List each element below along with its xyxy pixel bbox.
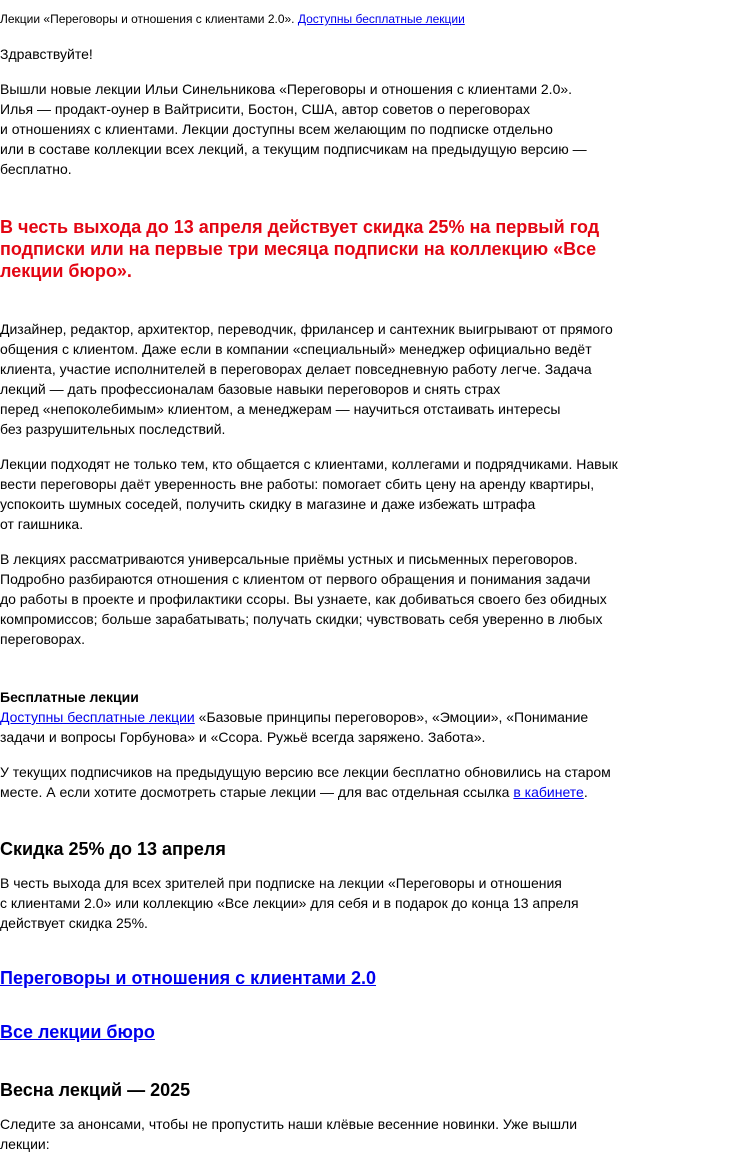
intro-paragraph — [0, 79, 630, 179]
body-line: от гаишника. — [0, 516, 84, 532]
greeting: Здравствуйте! — [0, 46, 93, 62]
spring-paragraph — [0, 1114, 630, 1154]
body-line: клиента, участие исполнителей в переговорах делает повседневную работу легче. Задача — [0, 361, 592, 377]
discount-paragraph — [0, 873, 630, 933]
all-lectures-heading — [0, 1021, 630, 1043]
body-line: без разрушительных последствий. — [0, 421, 226, 437]
free-lectures-section — [0, 687, 630, 747]
preheader-text: Лекции «Переговоры и отношения с клиентами 2.0». — [0, 12, 298, 26]
body-paragraph — [0, 454, 630, 534]
body-line: Подробно разбираются отношения с клиентом от первого обращения и понимания задачи — [0, 571, 591, 587]
negotiations-course-link[interactable]: Переговоры и отношения с клиентами 2.0 — [0, 968, 377, 988]
discount-line: В честь выхода для всех зрителей при подписке на лекции «Переговоры и отношения — [0, 875, 562, 891]
subscribers-line: месте. А если хотите досмотреть старые лекции — для вас отдельная ссылка — [0, 784, 514, 800]
body-line: успокоить шумных соседей, получить скидку в магазине и даже избежать штрафа — [0, 496, 536, 512]
spring-line: лекции: — [0, 1136, 50, 1152]
cabinet-link[interactable]: в кабинете — [513, 784, 584, 800]
preheader-free-lectures-link[interactable]: Доступны бесплатные лекции — [297, 12, 465, 26]
body-line: переговорах. — [0, 631, 86, 647]
free-lectures-link[interactable]: Доступны бесплатные лекции — [0, 709, 195, 725]
body-line: общения с клиентом. Даже если в компании «специальный» менеджер официально ведёт — [0, 341, 592, 357]
subscribers-paragraph — [0, 762, 630, 802]
spring-heading: Весна лекций — 2025 — [0, 1080, 191, 1100]
body-line: до работы в проекте и профилактики ссоры. Вы узнаете, как добиваться своего без обидных — [0, 591, 607, 607]
subscribers-tail: . — [583, 784, 588, 800]
free-lectures-text: «Базовые принципы переговоров», «Эмоции», «Понимание — [194, 709, 589, 725]
discount-heading: Скидка 25% до 13 апреля — [0, 839, 226, 859]
body-line: перед «непоколебимым» клиентом, а менеджерам — научиться отстаивать интересы — [0, 401, 561, 417]
free-lectures-heading: Бесплатные лекции — [0, 689, 139, 705]
intro-line: Илья — продакт-оунер в Вайтрисити, Бостон, США, автор советов о переговорах — [0, 101, 530, 117]
spring-line: Следите за анонсами, чтобы не пропустить наши клёвые весенние новинки. Уже вышли — [0, 1116, 578, 1132]
body-line: компромиссов; больше зарабатывать; получать скидки; чувствовать себя уверенно в любых — [0, 611, 603, 627]
all-lectures-link[interactable]: Все лекции бюро — [0, 1022, 155, 1042]
body-line: лекций — дать профессионалам базовые навыки переговоров и снять страх — [0, 381, 501, 397]
intro-line: бесплатно. — [0, 161, 72, 177]
subscribers-line: У текущих подписчиков на предыдущую версию все лекции бесплатно обновились на старом — [0, 764, 611, 780]
body-line: Дизайнер, редактор, архитектор, переводчик, фрилансер и сантехник выигрывают от прямого — [0, 321, 613, 337]
body-line: Лекции подходят не только тем, кто общается с клиентами, коллегами и подрядчиками. Навык — [0, 456, 618, 472]
intro-line: или в составе коллекции всех лекций, а текущим подписчикам на предыдущую версию — — [0, 141, 587, 157]
preheader — [0, 10, 630, 28]
negotiations-course-heading — [0, 967, 630, 989]
intro-line: и отношениях с клиентами. Лекции доступны всем желающим по подписке отдельно — [0, 121, 553, 137]
intro-line: Вышли новые лекции Ильи Синельникова «Переговоры и отношения с клиентами 2.0». — [0, 81, 573, 97]
body-paragraph — [0, 549, 630, 649]
body-line: вести переговоры даёт уверенность вне работы: помогает сбить цену на аренду квартиры, — [0, 476, 595, 492]
discount-line: с клиентами 2.0» или коллекцию «Все лекции» для себя и в подарок до конца 13 апреля — [0, 895, 579, 911]
body-paragraph — [0, 319, 630, 439]
body-line: В лекциях рассматриваются универсальные приёмы устных и письменных переговоров. — [0, 551, 578, 567]
discount-line: действует скидка 25%. — [0, 915, 148, 931]
promo-heading: В честь выхода до 13 апреля действует скидка 25% на первый год подписки или на первые три месяца подписки на коллекцию «Все лекции бюро». — [0, 217, 600, 281]
free-lectures-text: задачи и вопросы Горбунова» и «Ссора. Ружьё всегда заряжено. Забота». — [0, 729, 486, 745]
